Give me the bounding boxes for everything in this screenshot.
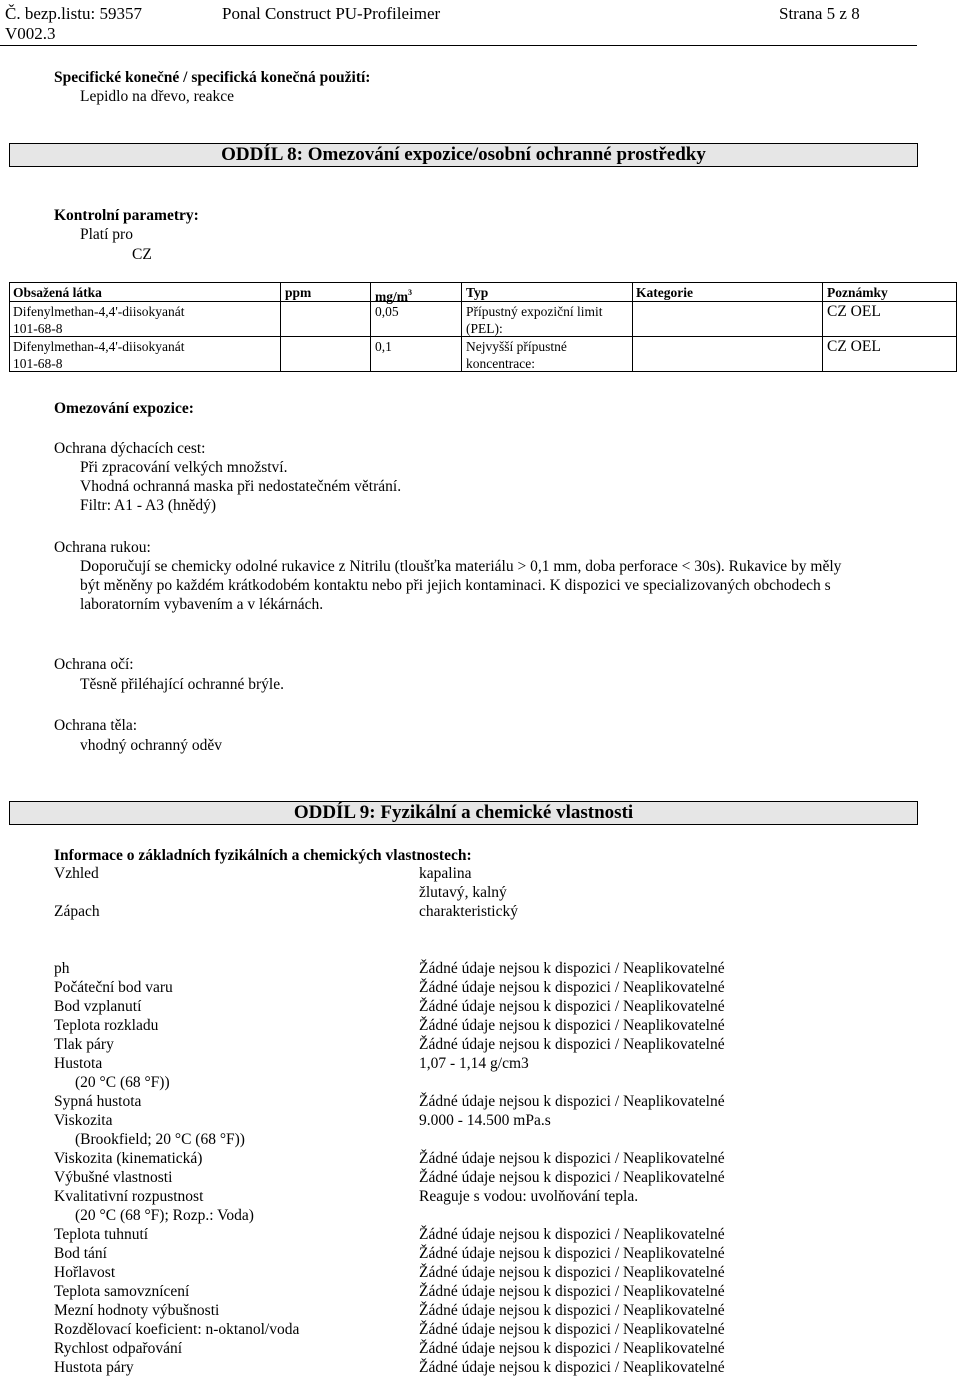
property-row xyxy=(54,1016,924,1035)
respiratory-lines xyxy=(80,458,401,515)
property-value: Žádné údaje nejsou k dispozici / Neaplikovatelné xyxy=(419,1245,725,1262)
col-header-substance: Obsažená látka xyxy=(13,285,102,300)
appearance-value: kapalina xyxy=(419,865,472,882)
property-label: Sypná hustota xyxy=(54,1093,142,1110)
property-value: Žádné údaje nejsou k dispozici / Neaplikovatelné xyxy=(419,1169,725,1186)
property-label: ph xyxy=(54,960,70,977)
section-9-title: ODDÍL 9: Fyzikální a chemické vlastnosti xyxy=(9,801,918,825)
property-row xyxy=(54,1206,924,1225)
table-rule xyxy=(370,282,371,372)
row1-notes: CZ OEL xyxy=(827,303,881,320)
property-value: Žádné údaje nejsou k dispozici / Neaplikovatelné xyxy=(419,1340,725,1357)
row2-cas: 101-68-8 xyxy=(13,356,63,371)
col-header-category: Kategorie xyxy=(636,285,693,300)
property-label: Bod vzplanutí xyxy=(54,998,142,1015)
row2-notes: CZ OEL xyxy=(827,338,881,355)
table-rule xyxy=(9,282,10,372)
country-label: CZ xyxy=(132,246,152,263)
property-label: Teplota tuhnutí xyxy=(54,1226,149,1243)
property-value: Žádné údaje nejsou k dispozici / Neaplikovatelné xyxy=(419,998,725,1015)
property-label: (20 °C (68 °F)) xyxy=(75,1074,170,1091)
version: V002.3 xyxy=(5,24,56,43)
applies-for-label: Platí pro xyxy=(80,226,133,243)
hand-protection-text xyxy=(80,557,841,614)
hand-protection-label: Ochrana rukou: xyxy=(54,539,151,556)
table-rule xyxy=(280,282,281,372)
property-label: Viskozita xyxy=(54,1112,113,1129)
row1-cas: 101-68-8 xyxy=(13,321,63,336)
row2-mgm3: 0,1 xyxy=(375,339,392,354)
property-label: Tlak páry xyxy=(54,1036,114,1053)
property-row xyxy=(54,1358,924,1377)
property-row xyxy=(54,1263,924,1282)
appearance-label: Vzhled xyxy=(54,865,99,882)
property-row xyxy=(54,959,924,978)
col-header-mgm3 xyxy=(375,284,412,305)
appearance-labels xyxy=(54,864,100,921)
property-row xyxy=(54,1111,924,1130)
control-parameters-heading: Kontrolní parametry: xyxy=(54,207,199,224)
property-row xyxy=(54,1092,924,1111)
property-label: Hustota xyxy=(54,1055,103,1072)
hand-protection-line: být měněny po každém krátkodobém kontaktu nebo při jejich kontaminaci. K dispozici ve specializovaných obchodech s xyxy=(80,577,831,594)
property-row xyxy=(54,1187,924,1206)
property-label: Teplota samovznícení xyxy=(54,1283,190,1300)
row1-type-line2: (PEL): xyxy=(466,321,503,336)
property-value: Reaguje s vodou: uvolňování tepla. xyxy=(419,1188,639,1205)
exposure-heading: Omezování expozice: xyxy=(54,400,194,417)
table-rule xyxy=(9,301,957,302)
appearance-label: Zápach xyxy=(54,903,100,920)
respiratory-line: Filtr: A1 - A3 (hnědý) xyxy=(80,497,217,514)
property-label: Hustota páry xyxy=(54,1359,134,1376)
property-row xyxy=(54,1320,924,1339)
property-value: Žádné údaje nejsou k dispozici / Neaplikovatelné xyxy=(419,1283,725,1300)
property-row xyxy=(54,1301,924,1320)
row1-type-line1: Přípustný expoziční limit xyxy=(466,304,603,319)
property-value: Žádné údaje nejsou k dispozici / Neaplikovatelné xyxy=(419,1150,725,1167)
property-value: Žádné údaje nejsou k dispozici / Neaplikovatelné xyxy=(419,1093,725,1110)
property-value: Žádné údaje nejsou k dispozici / Neaplikovatelné xyxy=(419,1017,725,1034)
col-header-ppm: ppm xyxy=(285,285,312,300)
property-label: Počáteční bod varu xyxy=(54,979,173,996)
row2-substance: Difenylmethan-4,4'-diisokyanát xyxy=(13,339,185,354)
row2-type-line1: Nejvyšší přípustné xyxy=(466,339,567,354)
property-label: Viskozita (kinematická) xyxy=(54,1150,203,1167)
section-8-title: ODDÍL 8: Omezování expozice/osobní ochranné prostředky xyxy=(9,143,918,167)
property-value: Žádné údaje nejsou k dispozici / Neaplikovatelné xyxy=(419,1359,725,1376)
specific-use-heading: Specifické konečné / specifická konečná použití: xyxy=(54,69,371,86)
mgm3-superscript: 3 xyxy=(408,288,412,297)
property-row xyxy=(54,1168,924,1187)
property-label: Výbušné vlastnosti xyxy=(54,1169,173,1186)
property-value: Žádné údaje nejsou k dispozici / Neaplikovatelné xyxy=(419,979,725,996)
body-protection-label: Ochrana těla: xyxy=(54,717,138,734)
property-label: Teplota rozkladu xyxy=(54,1017,159,1034)
properties-list xyxy=(54,959,924,1377)
property-label: (Brookfield; 20 °C (68 °F)) xyxy=(75,1131,245,1148)
table-rule xyxy=(956,282,957,372)
col-header-type: Typ xyxy=(466,285,489,300)
hand-protection-line: laboratorním vybavením a v lékárnách. xyxy=(80,596,324,613)
mgm3-label: mg/m xyxy=(375,289,408,304)
property-label: Rozdělovací koeficient: n-oktanol/voda xyxy=(54,1321,300,1338)
property-label: Hořlavost xyxy=(54,1264,116,1281)
row2-type-line2: koncentrace: xyxy=(466,356,535,371)
respiratory-line: Vhodná ochranná maska při nedostatečném větrání. xyxy=(80,478,402,495)
property-row xyxy=(54,1054,924,1073)
property-row xyxy=(54,1035,924,1054)
page-number: Strana 5 z 8 xyxy=(779,4,860,23)
appearance-values xyxy=(419,864,518,921)
property-row xyxy=(54,1073,924,1092)
respiratory-label: Ochrana dýchacích cest: xyxy=(54,440,206,457)
physical-info-heading: Informace o základních fyzikálních a chemických vlastnostech: xyxy=(54,847,472,864)
col-header-notes: Poznámky xyxy=(827,285,888,300)
property-row xyxy=(54,1282,924,1301)
property-row xyxy=(54,1339,924,1358)
specific-use-value: Lepidlo na dřevo, reakce xyxy=(80,88,235,105)
table-rule xyxy=(9,282,957,283)
property-row xyxy=(54,1244,924,1263)
table-rule xyxy=(822,282,823,372)
eye-protection-value: Těsně přiléhající ochranné brýle. xyxy=(80,676,284,693)
product-name: Ponal Construct PU-Profileimer xyxy=(222,4,441,23)
hand-protection-line: Doporučují se chemicky odolné rukavice z Nitrilu (tloušťka materiálu > 0,1 mm, doba perforace < 30s). Rukavice by měly xyxy=(80,558,842,575)
property-label: Bod tání xyxy=(54,1245,107,1262)
property-label: Mezní hodnoty výbušnosti xyxy=(54,1302,220,1319)
appearance-value: charakteristický xyxy=(419,903,518,920)
table-rule xyxy=(461,282,462,372)
property-value: Žádné údaje nejsou k dispozici / Neaplikovatelné xyxy=(419,1036,725,1053)
appearance-value: žlutavý, kalný xyxy=(419,884,507,901)
property-value: Žádné údaje nejsou k dispozici / Neaplikovatelné xyxy=(419,1264,725,1281)
body-protection-value: vhodný ochranný oděv xyxy=(80,737,223,754)
property-label: Kvalitativní rozpustnost xyxy=(54,1188,204,1205)
property-row xyxy=(54,997,924,1016)
row1-substance: Difenylmethan-4,4'-diisokyanát xyxy=(13,304,185,319)
property-row xyxy=(54,1130,924,1149)
header-rule xyxy=(0,45,917,46)
property-label: (20 °C (68 °F); Rozp.: Voda) xyxy=(75,1207,254,1224)
property-value: Žádné údaje nejsou k dispozici / Neaplikovatelné xyxy=(419,960,725,977)
property-value: Žádné údaje nejsou k dispozici / Neaplikovatelné xyxy=(419,1321,725,1338)
property-label: Rychlost odpařování xyxy=(54,1340,183,1357)
property-value: 1,07 - 1,14 g/cm3 xyxy=(419,1055,529,1072)
property-value: Žádné údaje nejsou k dispozici / Neaplikovatelné xyxy=(419,1302,725,1319)
table-rule xyxy=(632,282,633,372)
property-row xyxy=(54,1225,924,1244)
property-row xyxy=(54,1149,924,1168)
doc-number: Č. bezp.listu: 59357 xyxy=(5,4,142,23)
row1-mgm3: 0,05 xyxy=(375,304,399,319)
property-row xyxy=(54,978,924,997)
respiratory-line: Při zpracování velkých množství. xyxy=(80,459,288,476)
property-value: Žádné údaje nejsou k dispozici / Neaplikovatelné xyxy=(419,1226,725,1243)
eye-protection-label: Ochrana očí: xyxy=(54,656,134,673)
property-value: 9.000 - 14.500 mPa.s xyxy=(419,1112,551,1129)
appearance-label xyxy=(54,883,100,902)
